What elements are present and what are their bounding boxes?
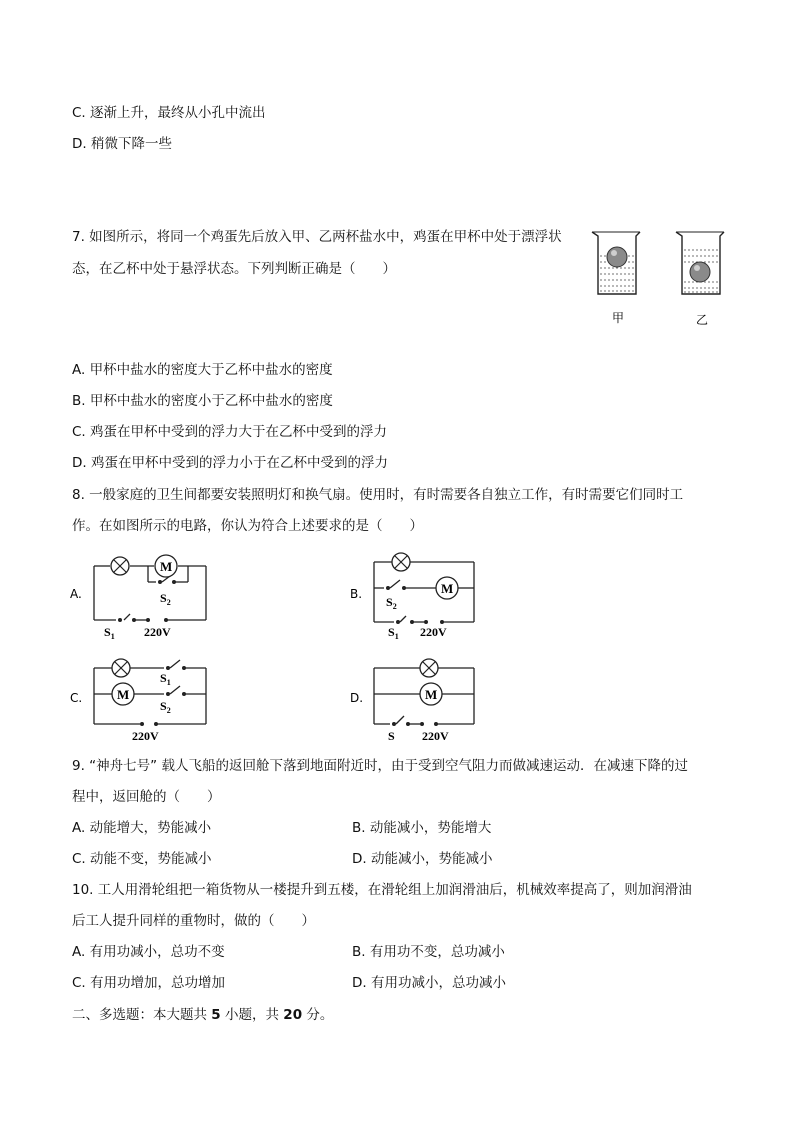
q10-option-a: A. 有用功减小，总功不变	[72, 944, 225, 960]
circuit-b-s2-sub: 2	[392, 602, 397, 611]
label-yi: 乙	[696, 313, 709, 327]
circuit-c	[66, 652, 226, 748]
svg-text:S1	[160, 671, 171, 687]
circuit-b-motor: M	[441, 581, 454, 596]
svg-text:S1	[388, 625, 399, 641]
section-2-prefix: 二、多选题：本大题共	[72, 1007, 212, 1023]
label-jia: 甲	[612, 311, 625, 325]
beaker-yi	[676, 232, 724, 294]
section-2-points: 20	[283, 1007, 303, 1023]
circuit-a-letter: A.	[70, 587, 82, 601]
circuit-d-letter: D.	[350, 691, 364, 705]
q7-option-d: D. 鸡蛋在甲杯中受到的浮力小于在乙杯中受到的浮力	[72, 455, 388, 471]
section-2-heading	[72, 1006, 333, 1024]
circuit-d-s: S	[388, 729, 395, 743]
circuit-b	[346, 548, 506, 644]
q10-stem-line2: 后工人提升同样的重物时，做的（ ）	[72, 913, 315, 929]
circuit-a-s1-sub: 1	[110, 632, 115, 641]
svg-text:S2	[160, 699, 171, 715]
circuit-b-s2: S	[386, 595, 393, 609]
q10-option-d: D. 有用功减小，总功减小	[352, 975, 506, 991]
circuit-c-s1: S	[160, 671, 167, 685]
q9-option-d: D. 动能减小，势能减小	[352, 851, 493, 867]
q7-stem-line1: 7. 如图所示，将同一个鸡蛋先后放入甲、乙两杯盐水中，鸡蛋在甲杯中处于漂浮状	[72, 229, 562, 245]
circuit-a-s2-sub: 2	[166, 598, 171, 607]
q9-stem-line2: 程中，返回舱的（ ）	[72, 789, 221, 805]
egg-yi	[690, 262, 710, 282]
circuit-b-s1-sub: 1	[394, 632, 399, 641]
section-2-suffix: 分。	[302, 1007, 334, 1023]
circuit-d-motor: M	[425, 687, 438, 702]
circuit-a	[66, 548, 226, 644]
svg-text:S2	[386, 595, 397, 611]
circuit-c-voltage: 220V	[132, 729, 159, 743]
q8-stem-line1: 8. 一般家庭的卫生间都要安装照明灯和换气扇。使用时，有时需要各自独立工作，有时需要它们同时工	[72, 487, 684, 503]
circuit-a-s2: S	[160, 591, 167, 605]
circuit-c-s2-sub: 2	[166, 706, 171, 715]
egg-jia	[607, 247, 627, 267]
q6-option-d: D. 稍微下降一些	[72, 136, 172, 152]
q10-option-b: B. 有用功不变，总功减小	[352, 944, 505, 960]
circuit-d-voltage: 220V	[422, 729, 449, 743]
beaker-jia	[592, 232, 640, 294]
circuit-a-voltage: 220V	[144, 625, 171, 639]
circuit-c-motor: M	[117, 687, 130, 702]
q7-option-b: B. 甲杯中盐水的密度小于乙杯中盐水的密度	[72, 393, 333, 409]
circuit-c-s2: S	[160, 699, 167, 713]
q6-option-c: C. 逐渐上升，最终从小孔中流出	[72, 105, 266, 121]
q8-stem-line2: 作。在如图所示的电路，你认为符合上述要求的是（ ）	[72, 518, 423, 534]
circuit-c-s1-sub: 1	[166, 678, 171, 687]
q7-stem-line2: 态，在乙杯中处于悬浮状态。下列判断正确是（ ）	[72, 261, 396, 277]
q9-option-b: B. 动能减小，势能增大	[352, 820, 492, 836]
q7-option-c: C. 鸡蛋在甲杯中受到的浮力大于在乙杯中受到的浮力	[72, 424, 388, 440]
svg-text:S2	[160, 591, 171, 607]
section-2-count: 5	[211, 1007, 221, 1023]
circuit-d	[346, 652, 506, 748]
circuit-b-voltage: 220V	[420, 625, 447, 639]
q10-stem-line1: 10. 工人用滑轮组把一箱货物从一楼提升到五楼，在滑轮组上加润滑油后，机械效率提高了，则加润滑油	[72, 882, 692, 898]
q9-option-c: C. 动能不变，势能减小	[72, 851, 212, 867]
circuit-b-letter: B.	[350, 587, 363, 601]
circuit-a-s1: S	[104, 625, 111, 639]
section-2-mid: 小题，共	[220, 1007, 284, 1023]
q7-beakers-figure	[584, 226, 734, 336]
svg-text:S1	[104, 625, 115, 641]
circuit-c-letter: C.	[70, 691, 83, 705]
circuit-a-motor: M	[160, 559, 173, 574]
q7-option-a: A. 甲杯中盐水的密度大于乙杯中盐水的密度	[72, 362, 333, 378]
q10-option-c: C. 有用功增加，总功增加	[72, 975, 226, 991]
circuit-b-s1: S	[388, 625, 395, 639]
q9-option-a: A. 动能增大，势能减小	[72, 820, 212, 836]
q9-stem-line1: 9. “神舟七号” 载人飞船的返回舱下落到地面附近时，由于受到空气阻力而做减速运动．在减速下降的过	[72, 758, 688, 774]
